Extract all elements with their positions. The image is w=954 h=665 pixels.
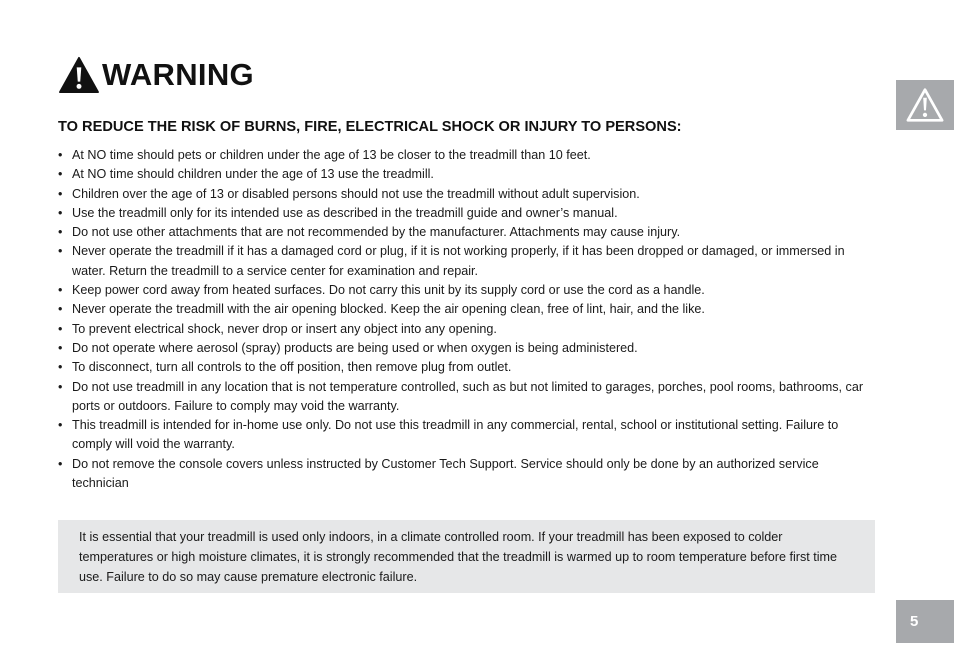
list-item: • Do not use other attachments that are not recommended by the manufacturer. Attachments may cause injury. [58, 223, 864, 242]
list-item: • To disconnect, turn all controls to the off position, then remove plug from outlet. [58, 358, 864, 377]
list-item: • Children over the age of 13 or disabled persons should not use the treadmill without adult supervision. [58, 185, 864, 204]
list-item: • At NO time should children under the age of 13 use the treadmill. [58, 165, 864, 184]
warning-triangle-icon [58, 56, 100, 94]
list-item: • Do not operate where aerosol (spray) products are being used or when oxygen is being administered. [58, 339, 864, 358]
list-item: • To prevent electrical shock, never drop or insert any object into any opening. [58, 320, 864, 339]
warning-list [58, 146, 864, 493]
page-number: 5 [896, 600, 954, 643]
page-title: WARNING [102, 57, 254, 92]
list-item: • Never operate the treadmill if it has a damaged cord or plug, if it is not working properly, if it has been dropped or damaged, or immersed in water. Return the treadmill to a service center for examination and repair. [58, 242, 864, 281]
warning-triangle-icon [905, 87, 945, 123]
indoor-use-note: It is essential that your treadmill is used only indoors, in a climate controlled room. If your treadmill has been exposed to colder temperatures or high moisture climates, it is strongly recommended that the treadmill is warmed up to room temperature before first time use. Failure to do so may cause premature electronic failure. [58, 520, 875, 593]
list-item: • Use the treadmill only for its intended use as described in the treadmill guide and owner’s manual. [58, 204, 864, 223]
list-item: • Do not use treadmill in any location that is not temperature controlled, such as but not limited to garages, porches, pool rooms, bathrooms, car ports or outdoors. Failure to comply may void the warranty. [58, 378, 864, 417]
warning-header [58, 56, 254, 94]
side-warning-tab [896, 80, 954, 130]
list-item: • Keep power cord away from heated surfaces. Do not carry this unit by its supply cord or use the cord as a handle. [58, 281, 864, 300]
section-subheading: TO REDUCE THE RISK OF BURNS, FIRE, ELECTRICAL SHOCK OR INJURY TO PERSONS: [58, 119, 682, 135]
list-item: • Never operate the treadmill with the air opening blocked. Keep the air opening clean, free of lint, hair, and the like. [58, 300, 864, 319]
list-item: • Do not remove the console covers unless instructed by Customer Tech Support. Service should only be done by an authorized service technician [58, 455, 864, 494]
list-item: • This treadmill is intended for in-home use only. Do not use this treadmill in any commercial, rental, school or institutional setting. Failure to comply will void the warranty. [58, 416, 864, 455]
list-item: • At NO time should pets or children under the age of 13 be closer to the treadmill than 10 feet. [58, 146, 864, 165]
